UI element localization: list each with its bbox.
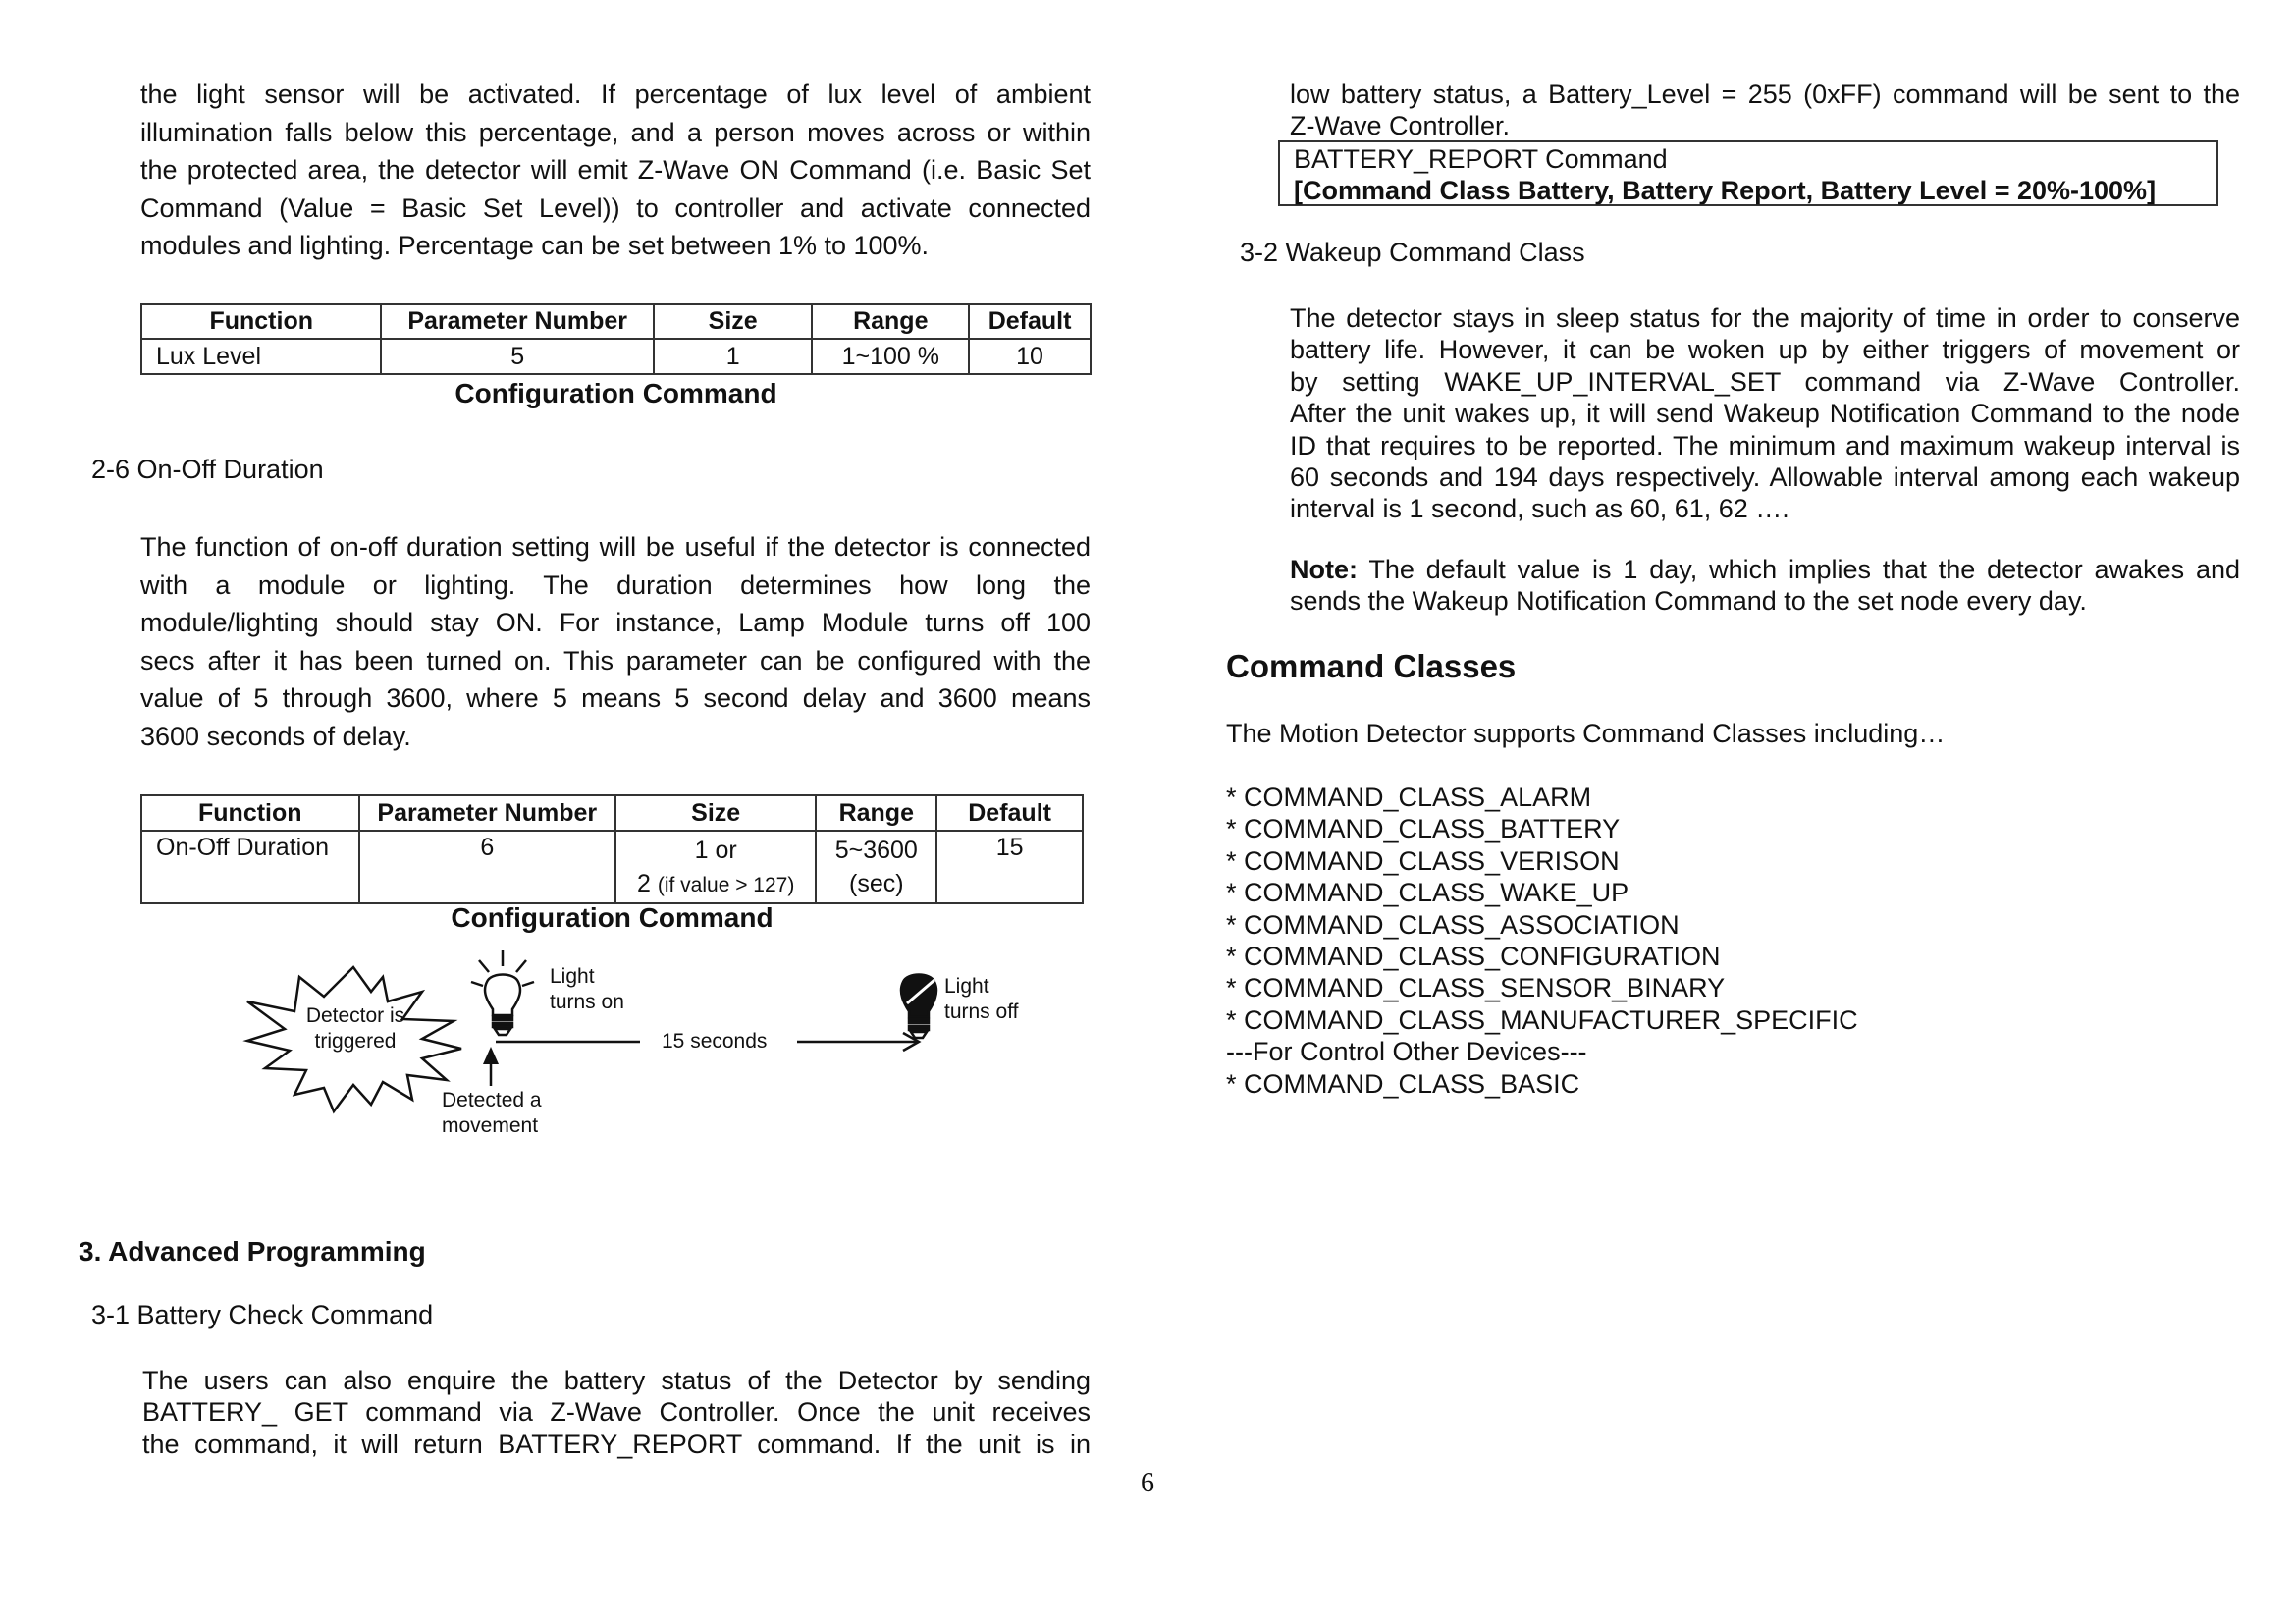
cell-function: On-Off Duration [141, 831, 359, 903]
intro-paragraph [140, 76, 1091, 265]
column-header: Function [141, 304, 381, 339]
on-off-timing-diagram [226, 943, 1060, 1159]
table-row [141, 339, 1091, 374]
text-line: by setting WAKE_UP_INTERVAL_SET command via Z-Wave Controller. [1290, 366, 2240, 397]
text-line: The users can also enquire the battery status of the Detector by sending [142, 1366, 1091, 1395]
note-label: Note: [1290, 555, 1358, 584]
text-line: the protected area, the detector will emit Z-Wave ON Command (i.e. Basic Set [140, 155, 1091, 186]
text-line: 60 seconds and 194 days respectively. Allowable interval among each wakeup [1290, 461, 2240, 492]
column-header: Range [812, 304, 969, 339]
text-line: value of 5 through 3600, where 5 means 5 second delay and 3600 means [140, 683, 1091, 714]
text-line: module/lighting should stay ON. For instance, Lamp Module turns off 100 [140, 608, 1091, 638]
text-line: interval is 1 second, such as 60, 61, 62 …. [1290, 494, 1789, 524]
text-line: illumination falls below this percentage, and a person moves across or within [140, 117, 1091, 147]
cell-default: 15 [936, 831, 1083, 903]
duration-label: 15 seconds [662, 1030, 768, 1053]
column-header: Range [816, 795, 936, 831]
lux-level-config-table [140, 303, 1092, 375]
list-item: * COMMAND_CLASS_MANUFACTURER_SPECIFIC [1226, 1004, 1858, 1035]
column-header: Parameter Number [359, 795, 615, 831]
cell-size [615, 831, 816, 903]
lightbulb-on-icon [471, 950, 534, 1035]
text-line: The detector stays in sleep status for the majority of time in order to conserve [1290, 303, 2240, 333]
text-line: low battery status, a Battery_Level = 255 (0xFF) command will be sent to the [1290, 80, 2240, 109]
command-box-title: BATTERY_REPORT Command [1294, 144, 1668, 174]
text-line: Z-Wave Controller. [1290, 111, 1511, 141]
cell-function: Lux Level [141, 339, 381, 374]
table-caption: Configuration Command [454, 378, 777, 408]
cell-range: 1~100 % [812, 339, 969, 374]
list-separator: ---For Control Other Devices--- [1226, 1037, 1587, 1067]
list-item: * COMMAND_CLASS_VERISON [1226, 845, 1620, 876]
range-line-2: (sec) [849, 870, 904, 897]
text-line: sends the Wakeup Notification Command to the set node every day. [1290, 586, 2087, 617]
column-header: Default [936, 795, 1083, 831]
list-item: * COMMAND_CLASS_ASSOCIATION [1226, 909, 1680, 940]
arrow-right-icon [797, 1033, 919, 1051]
arrow-up-icon [483, 1047, 499, 1086]
text-line: secs after it has been turned on. This parameter can be configured with the [140, 645, 1091, 676]
cell-range [816, 831, 936, 903]
text-line: After the unit wakes up, it will send Wakeup Notification Command to the node [1290, 399, 2240, 429]
text-line: Note: The default value is 1 day, which implies that the detector awakes and [1290, 555, 2240, 584]
cell-parameter-number: 5 [381, 339, 653, 374]
wakeup-note [1290, 554, 2240, 618]
list-item: * COMMAND_CLASS_SENSOR_BINARY [1226, 973, 1726, 1003]
size-note: (if value > 127) [657, 874, 795, 896]
list-item: * COMMAND_CLASS_ALARM [1226, 783, 1592, 812]
command-classes-list [1226, 782, 1858, 1100]
list-item: * COMMAND_CLASS_CONFIGURATION [1226, 942, 1721, 972]
column-header: Default [969, 304, 1091, 339]
detected-movement-label: Detected a movement [442, 1089, 542, 1137]
text-line: 3600 seconds of delay. [140, 721, 411, 751]
size-line-2: 2 (if value > 127) [636, 870, 795, 897]
size-line-1: 1 or [694, 837, 737, 864]
section-3-title: 3. Advanced Programming [79, 1236, 426, 1267]
text-line: ID that requires to be reported. The minimum and maximum wakeup interval is [1290, 430, 2240, 460]
text-line: the command, it will return BATTERY_REPORT command. If the unit is in [142, 1429, 1091, 1459]
section-2-6-title: 2-6 On-Off Duration [91, 455, 324, 484]
command-classes-intro: The Motion Detector supports Command Classes including… [1226, 719, 1946, 748]
on-off-duration-config-table [140, 794, 1084, 904]
battery-continuation-paragraph [1290, 79, 2240, 142]
list-item: * COMMAND_CLASS_BASIC [1226, 1068, 1580, 1099]
command-box-detail: [Command Class Battery, Battery Report, Battery Level = 20%-100%] [1294, 176, 2157, 205]
text-line: The function of on-off duration setting will be useful if the detector is connected [140, 532, 1091, 562]
text-line: Command (Value = Basic Set Level)) to controller and activate connected [140, 192, 1091, 223]
table-caption: Configuration Command [451, 902, 774, 933]
text-line: battery life. However, it can be woken up by either triggers of movement or [1290, 335, 2240, 365]
lightbulb-off-icon [901, 975, 936, 1039]
list-item: * COMMAND_CLASS_WAKE_UP [1226, 878, 1629, 908]
section-3-2-title: 3-2 Wakeup Command Class [1240, 238, 1585, 267]
text-line: BATTERY_ GET command via Z-Wave Controller. Once the unit receives [142, 1397, 1091, 1428]
text-line: with a module or lighting. The duration determines how long the [140, 569, 1091, 600]
cell-parameter-number: 6 [359, 831, 615, 903]
text-line: modules and lighting. Percentage can be set between 1% to 100%. [140, 231, 930, 261]
column-header: Function [141, 795, 359, 831]
cell-size: 1 [654, 339, 813, 374]
table-row [141, 831, 1083, 903]
range-line-1: 5~3600 [834, 837, 918, 864]
column-header: Parameter Number [381, 304, 653, 339]
light-off-label: Light turns off [944, 975, 1019, 1023]
battery-check-paragraph [142, 1365, 1091, 1460]
page-number: 6 [1141, 1468, 1154, 1498]
section-3-1-title: 3-1 Battery Check Command [91, 1300, 434, 1329]
cell-default: 10 [969, 339, 1091, 374]
column-header: Size [654, 304, 813, 339]
trigger-label: Detector is triggered [305, 1004, 405, 1053]
command-classes-heading: Command Classes [1226, 648, 1517, 684]
text-line: the light sensor will be activated. If percentage of lux level of ambient [140, 80, 1091, 109]
on-off-duration-paragraph [140, 528, 1091, 756]
battery-report-command-box [1278, 140, 2218, 206]
light-on-label: Light turns on [550, 965, 624, 1013]
wakeup-paragraph [1290, 302, 2240, 525]
list-item: * COMMAND_CLASS_BATTERY [1226, 814, 1621, 844]
column-header: Size [615, 795, 816, 831]
